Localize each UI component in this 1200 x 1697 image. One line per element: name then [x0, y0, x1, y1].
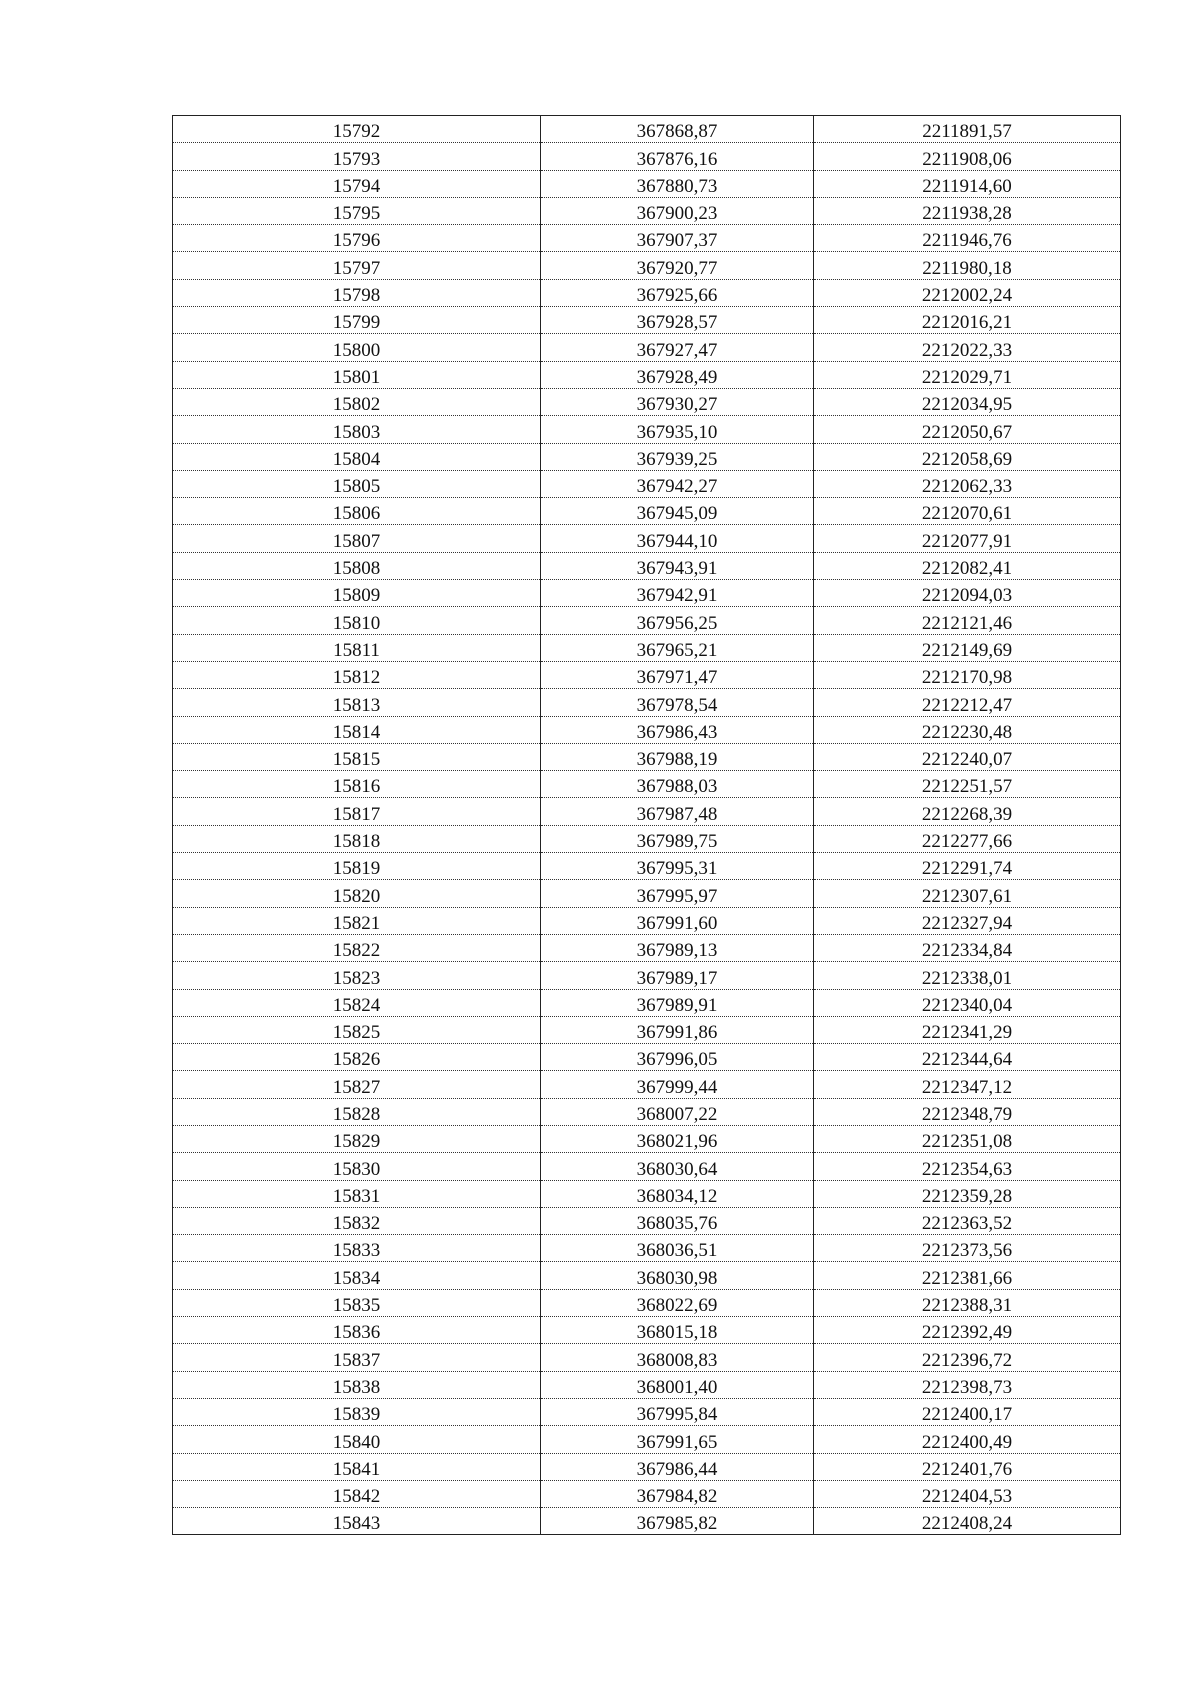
y-coordinate-cell: 2211938,28	[814, 197, 1121, 224]
x-coordinate-cell: 368022,69	[541, 1289, 814, 1316]
x-coordinate-cell: 367986,44	[541, 1453, 814, 1480]
y-coordinate-cell: 2212348,79	[814, 1098, 1121, 1125]
y-coordinate-cell: 2212373,56	[814, 1235, 1121, 1262]
x-coordinate-cell: 367989,17	[541, 962, 814, 989]
x-coordinate-cell: 367942,91	[541, 580, 814, 607]
x-coordinate-cell: 367987,48	[541, 798, 814, 825]
point-number-cell: 15841	[173, 1453, 541, 1480]
table-row	[173, 1508, 1121, 1535]
point-number-cell: 15831	[173, 1180, 541, 1207]
x-coordinate-cell: 367986,43	[541, 716, 814, 743]
table-row	[173, 170, 1121, 197]
table-row	[173, 661, 1121, 688]
y-coordinate-cell: 2212094,03	[814, 580, 1121, 607]
table-row	[173, 853, 1121, 880]
table-row	[173, 634, 1121, 661]
point-number-cell: 15843	[173, 1508, 541, 1535]
table-row	[173, 416, 1121, 443]
x-coordinate-cell: 367930,27	[541, 388, 814, 415]
x-coordinate-cell: 368036,51	[541, 1235, 814, 1262]
point-number-cell: 15822	[173, 934, 541, 961]
point-number-cell: 15800	[173, 334, 541, 361]
table-row	[173, 1180, 1121, 1207]
x-coordinate-cell: 368001,40	[541, 1371, 814, 1398]
point-number-cell: 15829	[173, 1125, 541, 1152]
x-coordinate-cell: 368021,96	[541, 1125, 814, 1152]
y-coordinate-cell: 2212400,49	[814, 1426, 1121, 1453]
point-number-cell: 15804	[173, 443, 541, 470]
y-coordinate-cell: 2212121,46	[814, 607, 1121, 634]
point-number-cell: 15832	[173, 1207, 541, 1234]
point-number-cell: 15826	[173, 1044, 541, 1071]
table-row	[173, 934, 1121, 961]
y-coordinate-cell: 2212400,17	[814, 1398, 1121, 1425]
x-coordinate-cell: 368030,98	[541, 1262, 814, 1289]
y-coordinate-cell: 2212149,69	[814, 634, 1121, 661]
table-row	[173, 1371, 1121, 1398]
table-row	[173, 443, 1121, 470]
y-coordinate-cell: 2212170,98	[814, 661, 1121, 688]
point-number-cell: 15810	[173, 607, 541, 634]
point-number-cell: 15816	[173, 771, 541, 798]
point-number-cell: 15813	[173, 689, 541, 716]
point-number-cell: 15824	[173, 989, 541, 1016]
point-number-cell: 15820	[173, 880, 541, 907]
x-coordinate-cell: 367995,84	[541, 1398, 814, 1425]
point-number-cell: 15838	[173, 1371, 541, 1398]
point-number-cell: 15793	[173, 143, 541, 170]
point-number-cell: 15809	[173, 580, 541, 607]
point-number-cell: 15808	[173, 552, 541, 579]
x-coordinate-cell: 367868,87	[541, 116, 814, 143]
table-row	[173, 825, 1121, 852]
point-number-cell: 15827	[173, 1071, 541, 1098]
x-coordinate-cell: 367999,44	[541, 1071, 814, 1098]
point-number-cell: 15839	[173, 1398, 541, 1425]
y-coordinate-cell: 2212396,72	[814, 1344, 1121, 1371]
table-row	[173, 197, 1121, 224]
table-row	[173, 798, 1121, 825]
coordinates-table	[172, 115, 1121, 1535]
table-row	[173, 552, 1121, 579]
table-row	[173, 962, 1121, 989]
y-coordinate-cell: 2211891,57	[814, 116, 1121, 143]
x-coordinate-cell: 367985,82	[541, 1508, 814, 1535]
table-row	[173, 470, 1121, 497]
x-coordinate-cell: 367876,16	[541, 143, 814, 170]
table-row	[173, 279, 1121, 306]
x-coordinate-cell: 367942,27	[541, 470, 814, 497]
x-coordinate-cell: 367935,10	[541, 416, 814, 443]
y-coordinate-cell: 2211914,60	[814, 170, 1121, 197]
x-coordinate-cell: 367989,91	[541, 989, 814, 1016]
table-row	[173, 1289, 1121, 1316]
y-coordinate-cell: 2212381,66	[814, 1262, 1121, 1289]
table-row	[173, 1398, 1121, 1425]
table-row	[173, 1262, 1121, 1289]
point-number-cell: 15814	[173, 716, 541, 743]
x-coordinate-cell: 367971,47	[541, 661, 814, 688]
y-coordinate-cell: 2212268,39	[814, 798, 1121, 825]
point-number-cell: 15825	[173, 1016, 541, 1043]
table-row	[173, 361, 1121, 388]
table-row	[173, 1044, 1121, 1071]
y-coordinate-cell: 2212404,53	[814, 1480, 1121, 1507]
x-coordinate-cell: 367984,82	[541, 1480, 814, 1507]
table-row	[173, 388, 1121, 415]
point-number-cell: 15807	[173, 525, 541, 552]
y-coordinate-cell: 2212363,52	[814, 1207, 1121, 1234]
table-row	[173, 1125, 1121, 1152]
y-coordinate-cell: 2211946,76	[814, 225, 1121, 252]
point-number-cell: 15806	[173, 498, 541, 525]
x-coordinate-cell: 367928,57	[541, 307, 814, 334]
y-coordinate-cell: 2212002,24	[814, 279, 1121, 306]
x-coordinate-cell: 367945,09	[541, 498, 814, 525]
point-number-cell: 15836	[173, 1317, 541, 1344]
point-number-cell: 15799	[173, 307, 541, 334]
x-coordinate-cell: 367995,97	[541, 880, 814, 907]
x-coordinate-cell: 367988,03	[541, 771, 814, 798]
x-coordinate-cell: 368008,83	[541, 1344, 814, 1371]
y-coordinate-cell: 2212029,71	[814, 361, 1121, 388]
table-row	[173, 498, 1121, 525]
y-coordinate-cell: 2212062,33	[814, 470, 1121, 497]
y-coordinate-cell: 2212082,41	[814, 552, 1121, 579]
x-coordinate-cell: 367956,25	[541, 607, 814, 634]
table-row	[173, 689, 1121, 716]
x-coordinate-cell: 367989,13	[541, 934, 814, 961]
table-row	[173, 334, 1121, 361]
y-coordinate-cell: 2212344,64	[814, 1044, 1121, 1071]
y-coordinate-cell: 2212058,69	[814, 443, 1121, 470]
point-number-cell: 15833	[173, 1235, 541, 1262]
table-row	[173, 525, 1121, 552]
point-number-cell: 15805	[173, 470, 541, 497]
y-coordinate-cell: 2212341,29	[814, 1016, 1121, 1043]
y-coordinate-cell: 2212212,47	[814, 689, 1121, 716]
y-coordinate-cell: 2212251,57	[814, 771, 1121, 798]
y-coordinate-cell: 2212230,48	[814, 716, 1121, 743]
x-coordinate-cell: 367996,05	[541, 1044, 814, 1071]
y-coordinate-cell: 2212340,04	[814, 989, 1121, 1016]
y-coordinate-cell: 2212398,73	[814, 1371, 1121, 1398]
x-coordinate-cell: 367920,77	[541, 252, 814, 279]
y-coordinate-cell: 2212070,61	[814, 498, 1121, 525]
table-row	[173, 1453, 1121, 1480]
x-coordinate-cell: 367939,25	[541, 443, 814, 470]
table-row	[173, 307, 1121, 334]
y-coordinate-cell: 2212077,91	[814, 525, 1121, 552]
point-number-cell: 15803	[173, 416, 541, 443]
y-coordinate-cell: 2211980,18	[814, 252, 1121, 279]
table-row	[173, 116, 1121, 143]
x-coordinate-cell: 367880,73	[541, 170, 814, 197]
point-number-cell: 15835	[173, 1289, 541, 1316]
y-coordinate-cell: 2212347,12	[814, 1071, 1121, 1098]
x-coordinate-cell: 367900,23	[541, 197, 814, 224]
point-number-cell: 15840	[173, 1426, 541, 1453]
x-coordinate-cell: 367978,54	[541, 689, 814, 716]
y-coordinate-cell: 2212359,28	[814, 1180, 1121, 1207]
point-number-cell: 15815	[173, 743, 541, 770]
table-row	[173, 1344, 1121, 1371]
table-row	[173, 607, 1121, 634]
y-coordinate-cell: 2212277,66	[814, 825, 1121, 852]
table-row	[173, 743, 1121, 770]
x-coordinate-cell: 367944,10	[541, 525, 814, 552]
y-coordinate-cell: 2212022,33	[814, 334, 1121, 361]
x-coordinate-cell: 367988,19	[541, 743, 814, 770]
point-number-cell: 15823	[173, 962, 541, 989]
x-coordinate-cell: 368034,12	[541, 1180, 814, 1207]
table-row	[173, 580, 1121, 607]
x-coordinate-cell: 367991,86	[541, 1016, 814, 1043]
y-coordinate-cell: 2212388,31	[814, 1289, 1121, 1316]
table-row	[173, 989, 1121, 1016]
point-number-cell: 15795	[173, 197, 541, 224]
table-row	[173, 1317, 1121, 1344]
x-coordinate-cell: 367965,21	[541, 634, 814, 661]
point-number-cell: 15837	[173, 1344, 541, 1371]
point-number-cell: 15818	[173, 825, 541, 852]
y-coordinate-cell: 2212338,01	[814, 962, 1121, 989]
table-row	[173, 771, 1121, 798]
y-coordinate-cell: 2212334,84	[814, 934, 1121, 961]
table-row	[173, 716, 1121, 743]
y-coordinate-cell: 2212240,07	[814, 743, 1121, 770]
point-number-cell: 15794	[173, 170, 541, 197]
x-coordinate-cell: 368007,22	[541, 1098, 814, 1125]
point-number-cell: 15828	[173, 1098, 541, 1125]
y-coordinate-cell: 2212401,76	[814, 1453, 1121, 1480]
table-row	[173, 1480, 1121, 1507]
table-row	[173, 907, 1121, 934]
table-row	[173, 1071, 1121, 1098]
y-coordinate-cell: 2212351,08	[814, 1125, 1121, 1152]
x-coordinate-cell: 367989,75	[541, 825, 814, 852]
table-row	[173, 1098, 1121, 1125]
x-coordinate-cell: 368035,76	[541, 1207, 814, 1234]
x-coordinate-cell: 367927,47	[541, 334, 814, 361]
point-number-cell: 15821	[173, 907, 541, 934]
table-row	[173, 225, 1121, 252]
point-number-cell: 15819	[173, 853, 541, 880]
point-number-cell: 15842	[173, 1480, 541, 1507]
point-number-cell: 15798	[173, 279, 541, 306]
x-coordinate-cell: 367907,37	[541, 225, 814, 252]
x-coordinate-cell: 368030,64	[541, 1153, 814, 1180]
point-number-cell: 15834	[173, 1262, 541, 1289]
point-number-cell: 15812	[173, 661, 541, 688]
y-coordinate-cell: 2212291,74	[814, 853, 1121, 880]
y-coordinate-cell: 2212050,67	[814, 416, 1121, 443]
x-coordinate-cell: 367925,66	[541, 279, 814, 306]
x-coordinate-cell: 368015,18	[541, 1317, 814, 1344]
y-coordinate-cell: 2212034,95	[814, 388, 1121, 415]
y-coordinate-cell: 2212327,94	[814, 907, 1121, 934]
table-row	[173, 880, 1121, 907]
point-number-cell: 15796	[173, 225, 541, 252]
point-number-cell: 15797	[173, 252, 541, 279]
y-coordinate-cell: 2212307,61	[814, 880, 1121, 907]
x-coordinate-cell: 367928,49	[541, 361, 814, 388]
table-row	[173, 1153, 1121, 1180]
table-row	[173, 143, 1121, 170]
x-coordinate-cell: 367943,91	[541, 552, 814, 579]
x-coordinate-cell: 367991,60	[541, 907, 814, 934]
y-coordinate-cell: 2212392,49	[814, 1317, 1121, 1344]
point-number-cell: 15802	[173, 388, 541, 415]
table-row	[173, 1207, 1121, 1234]
point-number-cell: 15801	[173, 361, 541, 388]
coordinates-table-body	[173, 116, 1121, 1535]
point-number-cell: 15817	[173, 798, 541, 825]
table-row	[173, 252, 1121, 279]
y-coordinate-cell: 2211908,06	[814, 143, 1121, 170]
point-number-cell: 15830	[173, 1153, 541, 1180]
table-row	[173, 1235, 1121, 1262]
y-coordinate-cell: 2212354,63	[814, 1153, 1121, 1180]
x-coordinate-cell: 367991,65	[541, 1426, 814, 1453]
x-coordinate-cell: 367995,31	[541, 853, 814, 880]
y-coordinate-cell: 2212408,24	[814, 1508, 1121, 1535]
table-row	[173, 1016, 1121, 1043]
y-coordinate-cell: 2212016,21	[814, 307, 1121, 334]
table-row	[173, 1426, 1121, 1453]
point-number-cell: 15792	[173, 116, 541, 143]
point-number-cell: 15811	[173, 634, 541, 661]
